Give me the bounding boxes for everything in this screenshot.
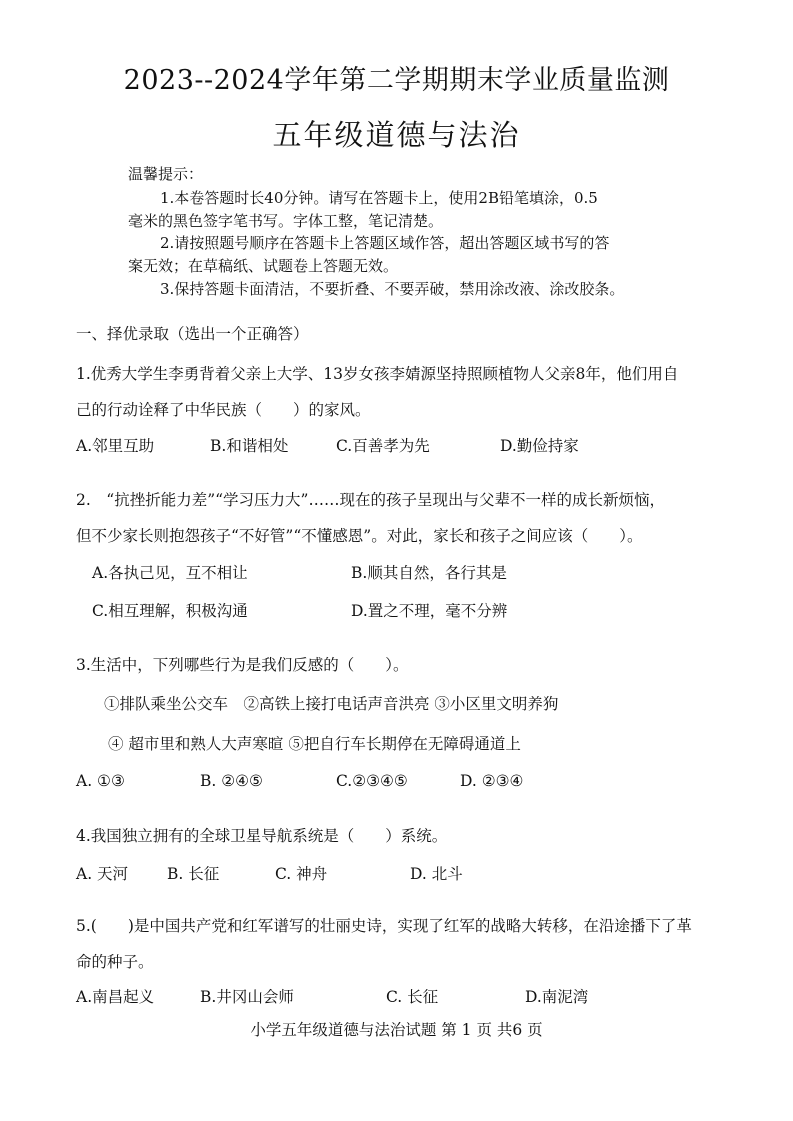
q3-option-a: A. ①③ xyxy=(76,772,125,790)
q3-items-line-2: ④ 超市里和熟人大声寒暄 ⑤把自行车长期停在无障碍通道上 xyxy=(108,735,521,753)
section-heading: 一、择优录取（选出一个正确答） xyxy=(76,325,309,343)
q3-option-c: C.②③④⑤ xyxy=(336,772,408,790)
q3-option-b: B. ②④⑤ xyxy=(200,772,263,790)
q4-option-a: A. 天河 xyxy=(76,865,129,883)
q4-option-d: D. 北斗 xyxy=(410,865,463,883)
tip-line-2b: 案无效；在草稿纸、试题卷上答题无效。 xyxy=(128,257,399,275)
question-2-line-2: 但不少家长则抱怨孩子“不好管”“不懂感恩”。对此，家长和孩子之间应该（ ）。 xyxy=(76,527,643,545)
question-2-line-1: 2. “抗挫折能力差”“学习压力大”……现在的孩子呈现出与父辈不一样的成长新烦恼， xyxy=(76,491,665,509)
q2-option-a: A.各执己见，互不相让 xyxy=(92,564,248,582)
question-5-line-1: 5.( )是中国共产党和红军谱写的壮丽史诗，实现了红军的战略大转移，在沿途播下了革 xyxy=(76,917,692,935)
exam-title: 2023--2024学年第二学期期末学业质量监测 xyxy=(123,65,670,96)
q3-items-line-1: ①排队乘坐公交车 ②高铁上接打电话声音洪亮 ③小区里文明养狗 xyxy=(104,695,559,713)
question-4-line-1: 4.我国独立拥有的全球卫星导航系统是（ ）系统。 xyxy=(76,827,448,845)
question-1-line-2: 己的行动诠释了中华民族（ ）的家风。 xyxy=(76,401,371,419)
tip-line-1b: 毫米的黑色签字笔书写。字体工整，笔记清楚。 xyxy=(128,212,444,230)
tip-line-2: 2.请按照题号顺序在答题卡上答题区域作答，超出答题区域书写的答 xyxy=(160,234,610,252)
q1-option-a: A.邻里互助 xyxy=(76,437,155,455)
tip-line-3: 3.保持答题卡面清洁，不要折叠、不要弄破，禁用涂改液、涂改胶条。 xyxy=(160,280,625,298)
q5-option-c: C. 长征 xyxy=(386,988,439,1006)
question-3-line-1: 3.生活中，下列哪些行为是我们反感的（ ）。 xyxy=(76,656,409,674)
tips-heading: 温馨提示： xyxy=(128,165,204,183)
question-5-line-2: 命的种子。 xyxy=(76,953,154,971)
q4-option-b: B. 长征 xyxy=(167,865,220,883)
q3-option-d: D. ②③④ xyxy=(460,772,524,790)
q1-option-d: D.勤俭持家 xyxy=(500,437,579,455)
q5-option-b: B.井冈山会师 xyxy=(200,988,294,1006)
question-1-line-1: 1.优秀大学生李勇背着父亲上大学、13岁女孩李婧源坚持照顾植物人父亲8年，他们用自 xyxy=(76,365,679,383)
exam-subject: 五年级道德与法治 xyxy=(272,118,521,152)
q5-option-d: D.南泥湾 xyxy=(525,988,589,1006)
q5-option-a: A.南昌起义 xyxy=(76,988,155,1006)
q4-option-c: C. 神舟 xyxy=(275,865,328,883)
q1-option-c: C.百善孝为先 xyxy=(336,437,430,455)
q1-option-b: B.和谐相处 xyxy=(210,437,289,455)
q2-option-c: C.相互理解，积极沟通 xyxy=(92,602,248,620)
q2-option-b: B.顺其自然，各行其是 xyxy=(351,564,507,582)
tip-line-1: 1.本卷答题时长40分钟。请写在答题卡上，使用2B铅笔填涂，0.5 xyxy=(160,189,598,207)
q2-option-d: D.置之不理，毫不分辨 xyxy=(351,602,508,620)
page-footer: 小学五年级道德与法治试题 第 1 页 共6 页 xyxy=(250,1021,543,1039)
